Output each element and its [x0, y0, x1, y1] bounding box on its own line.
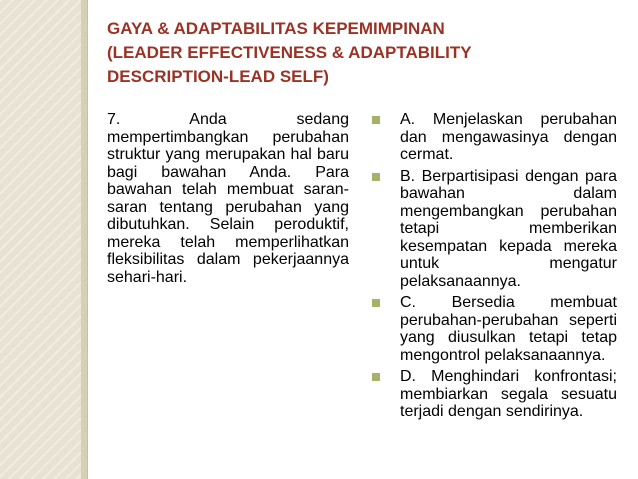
option-a [372, 111, 617, 164]
title-line-2: (LEADER EFFECTIVENESS & ADAPTABILITY [107, 43, 472, 62]
option-c [372, 294, 617, 364]
option-d-text: D. Menghindari konfrontasi; membiarkan segala sesuatu terjadi dengan sendirinya. [400, 368, 617, 420]
square-bullet-icon [372, 116, 380, 124]
option-b [372, 168, 617, 291]
side-divider-line [87, 0, 88, 479]
square-bullet-icon [372, 299, 380, 307]
question-text: 7. Anda sedang mempertimbangkan perubahan struktur yang merupakan hal baru bagi bawahan Anda. Para bawahan telah membuat saran-saran tentang perubahan yang dibutuhkan. Selain peroduktif, mereka telah memperlihatkan fleksibilitas dalam pekerjaannya sehari-hari. [107, 111, 349, 286]
slide-title [107, 17, 527, 89]
square-bullet-icon [372, 173, 380, 181]
option-a-text: A. Menjelaskan perubahan dan mengawasinya dengan cermat. [400, 111, 617, 163]
option-d [372, 368, 617, 421]
square-bullet-icon [372, 373, 380, 381]
title-line-1: GAYA & ADAPTABILITAS KEPEMIMPINAN [107, 19, 445, 38]
option-b-text: B. Berpartisipasi dengan para bawahan dalam mengembangkan perubahan tetapi memberikan kesempatan kepada mereka untuk mengatur pelaksanaannya. [400, 167, 617, 290]
option-c-text: C. Bersedia membuat perubahan-perubahan seperti yang diusulkan tetapi tetap mengontrol pelaksanaannya. [400, 294, 617, 364]
title-line-3: DESCRIPTION-LEAD SELF) [107, 67, 329, 86]
decorative-side-panel [0, 0, 81, 479]
answer-options-list [372, 111, 617, 425]
